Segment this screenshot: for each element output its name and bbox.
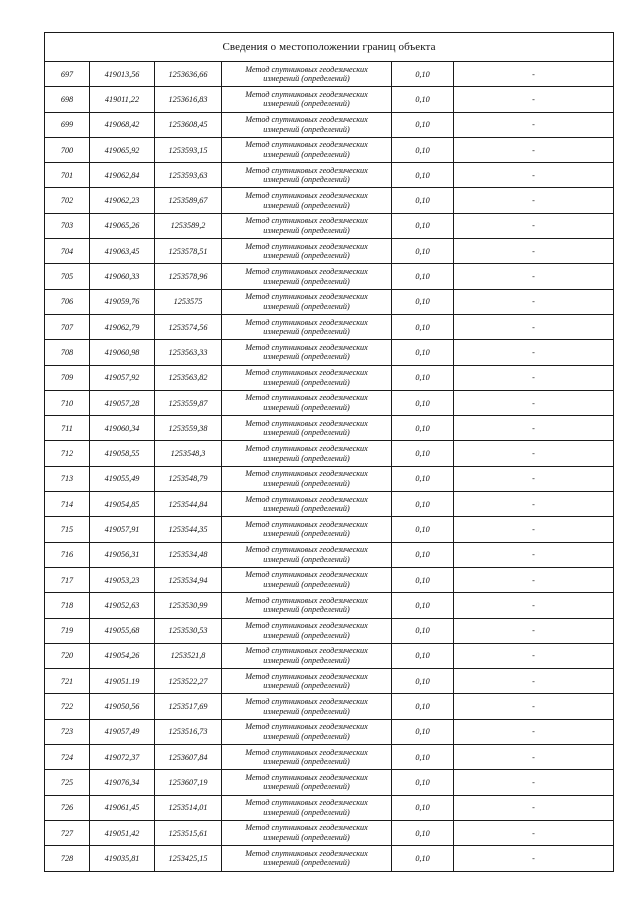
x-coordinate-cell: 419013,56 xyxy=(90,62,155,87)
method-line-2: измерений (определений) xyxy=(263,276,350,286)
note-cell: - xyxy=(454,390,614,415)
point-number-cell: 724 xyxy=(45,745,90,770)
y-coordinate-cell: 1253589,2 xyxy=(155,213,222,238)
method-line-1: Метод спутниковых геодезических xyxy=(245,342,368,352)
method-cell xyxy=(222,365,392,390)
boundary-coordinates-table xyxy=(44,32,614,872)
y-coordinate-cell: 1253563,33 xyxy=(155,340,222,365)
accuracy-cell: 0,10 xyxy=(392,542,454,567)
method-line-2: измерений (определений) xyxy=(263,200,350,210)
point-number-cell: 721 xyxy=(45,669,90,694)
y-coordinate-cell: 1253559,38 xyxy=(155,416,222,441)
x-coordinate-cell: 419011,22 xyxy=(90,87,155,112)
y-coordinate-cell: 1253521,8 xyxy=(155,643,222,668)
x-coordinate-cell: 419052,63 xyxy=(90,593,155,618)
table-row xyxy=(45,62,614,87)
method-line-2: измерений (определений) xyxy=(263,681,350,691)
x-coordinate-cell: 419060,98 xyxy=(90,340,155,365)
table-row xyxy=(45,542,614,567)
method-line-1: Метод спутниковых геодезических xyxy=(245,89,368,99)
x-coordinate-cell: 419063,45 xyxy=(90,239,155,264)
table-row xyxy=(45,289,614,314)
point-number-cell: 723 xyxy=(45,719,90,744)
point-number-cell: 705 xyxy=(45,264,90,289)
method-line-2: измерений (определений) xyxy=(263,655,350,665)
point-number-cell: 727 xyxy=(45,820,90,845)
x-coordinate-cell: 419062,84 xyxy=(90,163,155,188)
accuracy-cell: 0,10 xyxy=(392,264,454,289)
method-line-1: Метод спутниковых геодезических xyxy=(245,469,368,479)
point-number-cell: 707 xyxy=(45,314,90,339)
method-line-2: измерений (определений) xyxy=(263,74,350,84)
x-coordinate-cell: 419054,26 xyxy=(90,643,155,668)
y-coordinate-cell: 1253589,67 xyxy=(155,188,222,213)
method-line-2: измерений (определений) xyxy=(263,124,350,134)
table-row xyxy=(45,517,614,542)
y-coordinate-cell: 1253530,53 xyxy=(155,618,222,643)
table-row xyxy=(45,365,614,390)
method-cell xyxy=(222,542,392,567)
method-cell xyxy=(222,567,392,592)
accuracy-cell: 0,10 xyxy=(392,112,454,137)
method-line-1: Метод спутниковых геодезических xyxy=(245,292,368,302)
method-cell xyxy=(222,314,392,339)
accuracy-cell: 0,10 xyxy=(392,62,454,87)
x-coordinate-cell: 419060,33 xyxy=(90,264,155,289)
method-cell xyxy=(222,719,392,744)
table-row xyxy=(45,770,614,795)
method-line-1: Метод спутниковых геодезических xyxy=(245,241,368,251)
note-cell: - xyxy=(454,492,614,517)
note-cell: - xyxy=(454,213,614,238)
point-number-cell: 697 xyxy=(45,62,90,87)
point-number-cell: 706 xyxy=(45,289,90,314)
note-cell: - xyxy=(454,416,614,441)
method-line-1: Метод спутниковых геодезических xyxy=(245,317,368,327)
method-line-2: измерений (определений) xyxy=(263,453,350,463)
note-cell: - xyxy=(454,62,614,87)
table-row xyxy=(45,669,614,694)
y-coordinate-cell: 1253616,83 xyxy=(155,87,222,112)
method-line-1: Метод спутниковых геодезических xyxy=(245,646,368,656)
method-line-1: Метод спутниковых геодезических xyxy=(245,266,368,276)
point-number-cell: 725 xyxy=(45,770,90,795)
point-number-cell: 716 xyxy=(45,542,90,567)
y-coordinate-cell: 1253593,63 xyxy=(155,163,222,188)
method-cell xyxy=(222,239,392,264)
note-cell: - xyxy=(454,137,614,162)
table-row xyxy=(45,719,614,744)
accuracy-cell: 0,10 xyxy=(392,188,454,213)
table-row xyxy=(45,213,614,238)
method-cell xyxy=(222,593,392,618)
point-number-cell: 714 xyxy=(45,492,90,517)
method-cell xyxy=(222,137,392,162)
note-cell: - xyxy=(454,239,614,264)
note-cell: - xyxy=(454,745,614,770)
table-row xyxy=(45,264,614,289)
point-number-cell: 704 xyxy=(45,239,90,264)
x-coordinate-cell: 419076,34 xyxy=(90,770,155,795)
y-coordinate-cell: 1253514,01 xyxy=(155,795,222,820)
y-coordinate-cell: 1253575 xyxy=(155,289,222,314)
method-line-2: измерений (определений) xyxy=(263,504,350,514)
y-coordinate-cell: 1253534,48 xyxy=(155,542,222,567)
method-line-1: Метод спутниковых геодезических xyxy=(245,115,368,125)
method-cell xyxy=(222,213,392,238)
note-cell: - xyxy=(454,163,614,188)
method-line-1: Метод спутниковых геодезических xyxy=(245,848,368,858)
accuracy-cell: 0,10 xyxy=(392,416,454,441)
x-coordinate-cell: 419050,56 xyxy=(90,694,155,719)
y-coordinate-cell: 1253548,3 xyxy=(155,441,222,466)
accuracy-cell: 0,10 xyxy=(392,770,454,795)
y-coordinate-cell: 1253608,45 xyxy=(155,112,222,137)
method-line-2: измерений (определений) xyxy=(263,175,350,185)
point-number-cell: 698 xyxy=(45,87,90,112)
point-number-cell: 728 xyxy=(45,846,90,871)
method-line-1: Метод спутниковых геодезических xyxy=(245,671,368,681)
method-line-2: измерений (определений) xyxy=(263,377,350,387)
method-cell xyxy=(222,492,392,517)
point-number-cell: 710 xyxy=(45,390,90,415)
method-line-1: Метод спутниковых геодезических xyxy=(245,621,368,631)
method-line-2: измерений (определений) xyxy=(263,833,350,843)
accuracy-cell: 0,10 xyxy=(392,719,454,744)
method-cell xyxy=(222,618,392,643)
table-row xyxy=(45,239,614,264)
x-coordinate-cell: 419057,28 xyxy=(90,390,155,415)
method-line-2: измерений (определений) xyxy=(263,327,350,337)
accuracy-cell: 0,10 xyxy=(392,466,454,491)
method-cell xyxy=(222,390,392,415)
table-row xyxy=(45,137,614,162)
table-row xyxy=(45,820,614,845)
table-row xyxy=(45,593,614,618)
x-coordinate-cell: 419072,37 xyxy=(90,745,155,770)
point-number-cell: 712 xyxy=(45,441,90,466)
method-cell xyxy=(222,643,392,668)
note-cell: - xyxy=(454,542,614,567)
method-line-2: измерений (определений) xyxy=(263,150,350,160)
method-line-2: измерений (определений) xyxy=(263,807,350,817)
method-line-2: измерений (определений) xyxy=(263,858,350,868)
note-cell: - xyxy=(454,618,614,643)
point-number-cell: 711 xyxy=(45,416,90,441)
method-line-1: Метод спутниковых геодезических xyxy=(245,545,368,555)
note-cell: - xyxy=(454,87,614,112)
accuracy-cell: 0,10 xyxy=(392,618,454,643)
method-line-1: Метод спутниковых геодезических xyxy=(245,772,368,782)
method-line-2: измерений (определений) xyxy=(263,706,350,716)
point-number-cell: 700 xyxy=(45,137,90,162)
x-coordinate-cell: 419056,31 xyxy=(90,542,155,567)
x-coordinate-cell: 419055,49 xyxy=(90,466,155,491)
accuracy-cell: 0,10 xyxy=(392,492,454,517)
point-number-cell: 726 xyxy=(45,795,90,820)
point-number-cell: 719 xyxy=(45,618,90,643)
x-coordinate-cell: 419057,92 xyxy=(90,365,155,390)
table-row xyxy=(45,567,614,592)
x-coordinate-cell: 419065,92 xyxy=(90,137,155,162)
method-line-1: Метод спутниковых геодезических xyxy=(245,368,368,378)
y-coordinate-cell: 1253548,79 xyxy=(155,466,222,491)
method-line-1: Метод спутниковых геодезических xyxy=(245,191,368,201)
note-cell: - xyxy=(454,694,614,719)
point-number-cell: 717 xyxy=(45,567,90,592)
table-row xyxy=(45,390,614,415)
accuracy-cell: 0,10 xyxy=(392,163,454,188)
method-line-1: Метод спутниковых геодезических xyxy=(245,64,368,74)
x-coordinate-cell: 419062,23 xyxy=(90,188,155,213)
method-cell xyxy=(222,87,392,112)
point-number-cell: 715 xyxy=(45,517,90,542)
y-coordinate-cell: 1253563,82 xyxy=(155,365,222,390)
point-number-cell: 708 xyxy=(45,340,90,365)
point-number-cell: 713 xyxy=(45,466,90,491)
table-row xyxy=(45,87,614,112)
method-cell xyxy=(222,669,392,694)
method-cell xyxy=(222,694,392,719)
note-cell: - xyxy=(454,593,614,618)
method-cell xyxy=(222,163,392,188)
method-cell xyxy=(222,820,392,845)
method-cell xyxy=(222,466,392,491)
note-cell: - xyxy=(454,846,614,871)
x-coordinate-cell: 419065,26 xyxy=(90,213,155,238)
method-cell xyxy=(222,441,392,466)
table-row xyxy=(45,795,614,820)
y-coordinate-cell: 1253607,19 xyxy=(155,770,222,795)
accuracy-cell: 0,10 xyxy=(392,340,454,365)
accuracy-cell: 0,10 xyxy=(392,87,454,112)
method-line-1: Метод спутниковых геодезических xyxy=(245,823,368,833)
accuracy-cell: 0,10 xyxy=(392,745,454,770)
method-line-2: измерений (определений) xyxy=(263,99,350,109)
method-line-2: измерений (определений) xyxy=(263,301,350,311)
note-cell: - xyxy=(454,643,614,668)
note-cell: - xyxy=(454,264,614,289)
y-coordinate-cell: 1253578,51 xyxy=(155,239,222,264)
method-line-1: Метод спутниковых геодезических xyxy=(245,216,368,226)
y-coordinate-cell: 1253559,87 xyxy=(155,390,222,415)
method-line-1: Метод спутниковых геодезических xyxy=(245,722,368,732)
note-cell: - xyxy=(454,820,614,845)
y-coordinate-cell: 1253522,27 xyxy=(155,669,222,694)
note-cell: - xyxy=(454,770,614,795)
x-coordinate-cell: 419051,42 xyxy=(90,820,155,845)
accuracy-cell: 0,10 xyxy=(392,390,454,415)
note-cell: - xyxy=(454,795,614,820)
accuracy-cell: 0,10 xyxy=(392,314,454,339)
method-line-2: измерений (определений) xyxy=(263,225,350,235)
method-line-1: Метод спутниковых геодезических xyxy=(245,595,368,605)
table-row xyxy=(45,643,614,668)
y-coordinate-cell: 1253425,15 xyxy=(155,846,222,871)
method-line-1: Метод спутниковых геодезических xyxy=(245,570,368,580)
y-coordinate-cell: 1253544,84 xyxy=(155,492,222,517)
method-line-2: измерений (определений) xyxy=(263,731,350,741)
method-line-1: Метод спутниковых геодезических xyxy=(245,393,368,403)
note-cell: - xyxy=(454,112,614,137)
method-line-1: Метод спутниковых геодезических xyxy=(245,798,368,808)
table-row xyxy=(45,846,614,871)
method-line-2: измерений (определений) xyxy=(263,757,350,767)
accuracy-cell: 0,10 xyxy=(392,846,454,871)
point-number-cell: 709 xyxy=(45,365,90,390)
accuracy-cell: 0,10 xyxy=(392,820,454,845)
method-cell xyxy=(222,289,392,314)
accuracy-cell: 0,10 xyxy=(392,593,454,618)
y-coordinate-cell: 1253593,15 xyxy=(155,137,222,162)
method-cell xyxy=(222,340,392,365)
x-coordinate-cell: 419057,49 xyxy=(90,719,155,744)
method-cell xyxy=(222,188,392,213)
y-coordinate-cell: 1253574,56 xyxy=(155,314,222,339)
method-line-2: измерений (определений) xyxy=(263,782,350,792)
method-line-1: Метод спутниковых геодезических xyxy=(245,140,368,150)
method-cell xyxy=(222,112,392,137)
method-line-2: измерений (определений) xyxy=(263,529,350,539)
table-row xyxy=(45,416,614,441)
y-coordinate-cell: 1253534,94 xyxy=(155,567,222,592)
note-cell: - xyxy=(454,567,614,592)
accuracy-cell: 0,10 xyxy=(392,137,454,162)
method-line-2: измерений (определений) xyxy=(263,630,350,640)
accuracy-cell: 0,10 xyxy=(392,669,454,694)
table-row xyxy=(45,745,614,770)
method-line-2: измерений (определений) xyxy=(263,478,350,488)
method-line-1: Метод спутниковых геодезических xyxy=(245,747,368,757)
table-row xyxy=(45,466,614,491)
point-number-cell: 702 xyxy=(45,188,90,213)
method-line-2: измерений (определений) xyxy=(263,403,350,412)
x-coordinate-cell: 419035,81 xyxy=(90,846,155,871)
x-coordinate-cell: 419058,55 xyxy=(90,441,155,466)
point-number-cell: 720 xyxy=(45,643,90,668)
table-row xyxy=(45,441,614,466)
table-title: Сведения о местоположении границ объекта xyxy=(45,33,614,62)
note-cell: - xyxy=(454,517,614,542)
point-number-cell: 703 xyxy=(45,213,90,238)
accuracy-cell: 0,10 xyxy=(392,517,454,542)
method-line-1: Метод спутниковых геодезических xyxy=(245,165,368,175)
method-cell xyxy=(222,517,392,542)
x-coordinate-cell: 419068,42 xyxy=(90,112,155,137)
x-coordinate-cell: 419057,91 xyxy=(90,517,155,542)
method-line-2: измерений (определений) xyxy=(263,251,350,261)
accuracy-cell: 0,10 xyxy=(392,239,454,264)
method-line-1: Метод спутниковых геодезических xyxy=(245,444,368,453)
point-number-cell: 701 xyxy=(45,163,90,188)
y-coordinate-cell: 1253530,99 xyxy=(155,593,222,618)
y-coordinate-cell: 1253515,61 xyxy=(155,820,222,845)
method-line-2: измерений (определений) xyxy=(263,580,350,590)
point-number-cell: 718 xyxy=(45,593,90,618)
x-coordinate-cell: 419051.19 xyxy=(90,669,155,694)
note-cell: - xyxy=(454,441,614,466)
accuracy-cell: 0,10 xyxy=(392,643,454,668)
accuracy-cell: 0,10 xyxy=(392,694,454,719)
note-cell: - xyxy=(454,719,614,744)
accuracy-cell: 0,10 xyxy=(392,567,454,592)
point-number-cell: 699 xyxy=(45,112,90,137)
accuracy-cell: 0,10 xyxy=(392,365,454,390)
method-line-1: Метод спутниковых геодезических xyxy=(245,418,368,428)
x-coordinate-cell: 419055,68 xyxy=(90,618,155,643)
note-cell: - xyxy=(454,466,614,491)
y-coordinate-cell: 1253607,84 xyxy=(155,745,222,770)
note-cell: - xyxy=(454,314,614,339)
table-row xyxy=(45,314,614,339)
method-cell xyxy=(222,745,392,770)
note-cell: - xyxy=(454,289,614,314)
table-body xyxy=(45,33,614,872)
table-title-row xyxy=(45,33,614,62)
method-line-2: измерений (определений) xyxy=(263,554,350,564)
method-cell xyxy=(222,264,392,289)
note-cell: - xyxy=(454,365,614,390)
x-coordinate-cell: 419062,79 xyxy=(90,314,155,339)
method-cell xyxy=(222,795,392,820)
table-row xyxy=(45,618,614,643)
method-line-1: Метод спутниковых геодезических xyxy=(245,494,368,504)
table-row xyxy=(45,492,614,517)
method-cell xyxy=(222,770,392,795)
table-row xyxy=(45,694,614,719)
method-line-2: измерений (определений) xyxy=(263,352,350,362)
x-coordinate-cell: 419060,34 xyxy=(90,416,155,441)
method-line-2: измерений (определений) xyxy=(263,605,350,615)
note-cell: - xyxy=(454,188,614,213)
note-cell: - xyxy=(454,340,614,365)
y-coordinate-cell: 1253516,73 xyxy=(155,719,222,744)
y-coordinate-cell: 1253636,66 xyxy=(155,62,222,87)
point-number-cell: 722 xyxy=(45,694,90,719)
x-coordinate-cell: 419054,85 xyxy=(90,492,155,517)
x-coordinate-cell: 419053,23 xyxy=(90,567,155,592)
x-coordinate-cell: 419061,45 xyxy=(90,795,155,820)
table-row xyxy=(45,163,614,188)
method-line-1: Метод спутниковых геодезических xyxy=(245,519,368,529)
table-row xyxy=(45,112,614,137)
y-coordinate-cell: 1253544,35 xyxy=(155,517,222,542)
y-coordinate-cell: 1253517,69 xyxy=(155,694,222,719)
x-coordinate-cell: 419059,76 xyxy=(90,289,155,314)
note-cell: - xyxy=(454,669,614,694)
table-row xyxy=(45,188,614,213)
accuracy-cell: 0,10 xyxy=(392,213,454,238)
table-row xyxy=(45,340,614,365)
method-line-1: Метод спутниковых геодезических xyxy=(245,696,368,706)
y-coordinate-cell: 1253578,96 xyxy=(155,264,222,289)
accuracy-cell: 0,10 xyxy=(392,795,454,820)
method-cell xyxy=(222,416,392,441)
method-cell xyxy=(222,846,392,871)
accuracy-cell: 0,10 xyxy=(392,441,454,466)
method-cell xyxy=(222,62,392,87)
method-line-2: измерений (определений) xyxy=(263,428,350,438)
accuracy-cell: 0,10 xyxy=(392,289,454,314)
